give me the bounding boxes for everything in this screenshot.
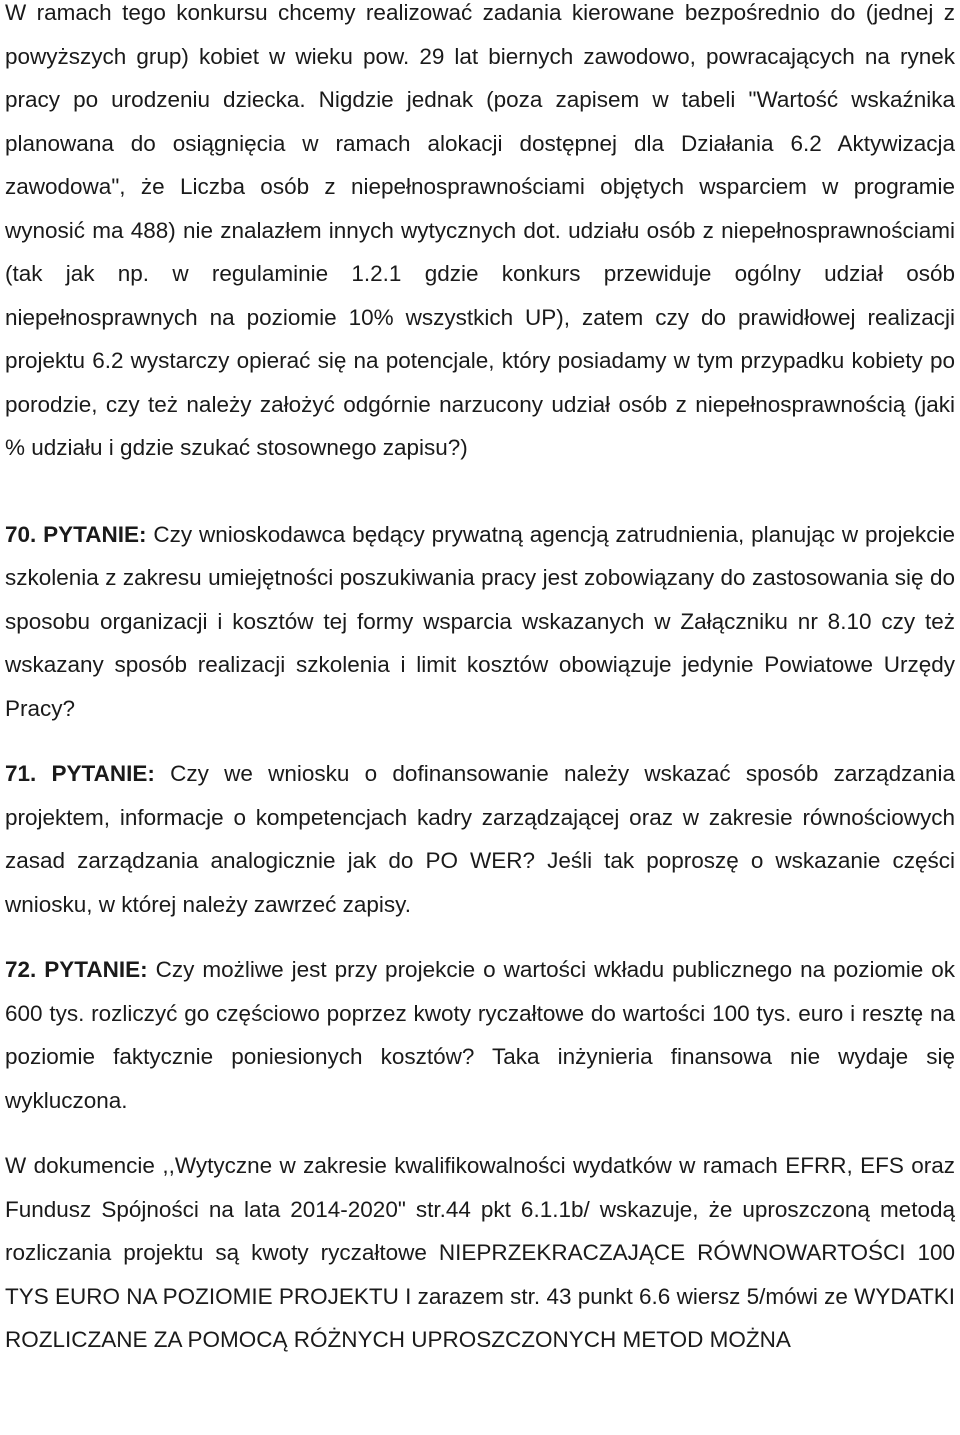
question-70-label: PYTANIE:	[43, 521, 147, 547]
question-72	[5, 948, 955, 1122]
intro-text: W ramach tego konkursu chcemy realizować zadania kierowane bezpośrednio do (jednej z powyższych grup) kobiet w wieku pow. 29 lat biernych zawodowo, powracających na rynek pracy po urodzeniu dziecka. Nigdzie jednak (poza zapisem w tabeli "Wartość wskaźnika planowana do osiągnięcia w ramach alokacji dostępnej dla Działania 6.2 Aktywizacja zawodowa", że Liczba osób z niepełnosprawnościami objętych wsparciem w programie wynosić ma 488) nie znalazłem innych wytycznych dot. udziału osób z niepełnosprawnościami (tak jak np. w regulaminie 1.2.1 gdzie konkurs przewiduje ogólny udział osób niepełnosprawnych na poziomie 10% wszystkich UP), zatem czy do prawidłowej realizacji projektu 6.2 wystarczy opierać się na potencjale, który posiadamy w tym przypadku kobiety po porodzie, czy też należy założyć odgórnie narzucony udział osób z niepełnosprawnością (jaki % udziału i gdzie szukać stosownego zapisu?)	[5, 0, 955, 460]
closing-text: W dokumencie ,,Wytyczne w zakresie kwalifikowalności wydatków w ramach EFRR, EFS oraz Fundusz Spójności na lata 2014-2020" str.44 pkt 6.1.1b/ wskazuje, że uproszczoną metodą rozliczania projektu są kwoty ryczałtowe NIEPRZEKRACZAJĄCE RÓWNOWARTOŚCI 100 TYS EURO NA POZIOMIE PROJEKTU I zarazem str. 43 punkt 6.6 wiersz 5/mówi ze WYDATKI ROZLICZANE ZA POMOCĄ RÓŻNYCH UPROSZCZONYCH METOD MOŻNA	[5, 1153, 955, 1352]
question-71-label: PYTANIE:	[51, 761, 155, 786]
question-72-label: PYTANIE:	[44, 957, 148, 982]
question-70-number: 70.	[5, 521, 37, 547]
question-70	[5, 513, 955, 731]
question-71	[5, 752, 955, 926]
question-71-text: Czy we wniosku o dofinansowanie należy wskazać sposób zarządzania projektem, informacje o kompetencjach kadry zarządzającej oraz w zakresie równościowych zasad zarządzania analogicznie jak do PO WER? Jeśli tak poproszę o wskazanie części wniosku, w której należy zawrzeć zapisy.	[5, 761, 955, 917]
question-72-number: 72.	[5, 957, 37, 982]
closing-paragraph	[5, 1144, 955, 1362]
document-page	[5, 0, 955, 1362]
question-72-text: Czy możliwe jest przy projekcie o wartości wkładu publicznego na poziomie ok 600 tys. rozliczyć go częściowo poprzez kwoty ryczałtowe do wartości 100 tys. euro i resztę na poziomie faktycznie poniesionych kosztów? Taka inżynieria finansowa nie wydaje się wykluczona.	[5, 957, 955, 1113]
question-70-text: Czy wnioskodawca będący prywatną agencją zatrudnienia, planując w projekcie szkolenia z zakresu umiejętności poszukiwania pracy jest zobowiązany do zastosowania się do sposobu organizacji i kosztów tej formy wsparcia wskazanych w Załączniku nr 8.10 czy też wskazany sposób realizacji szkolenia i limit kosztów obowiązuje jedynie Powiatowe Urzędy Pracy?	[5, 521, 955, 721]
intro-paragraph	[5, 0, 955, 470]
question-71-number: 71.	[5, 761, 37, 786]
